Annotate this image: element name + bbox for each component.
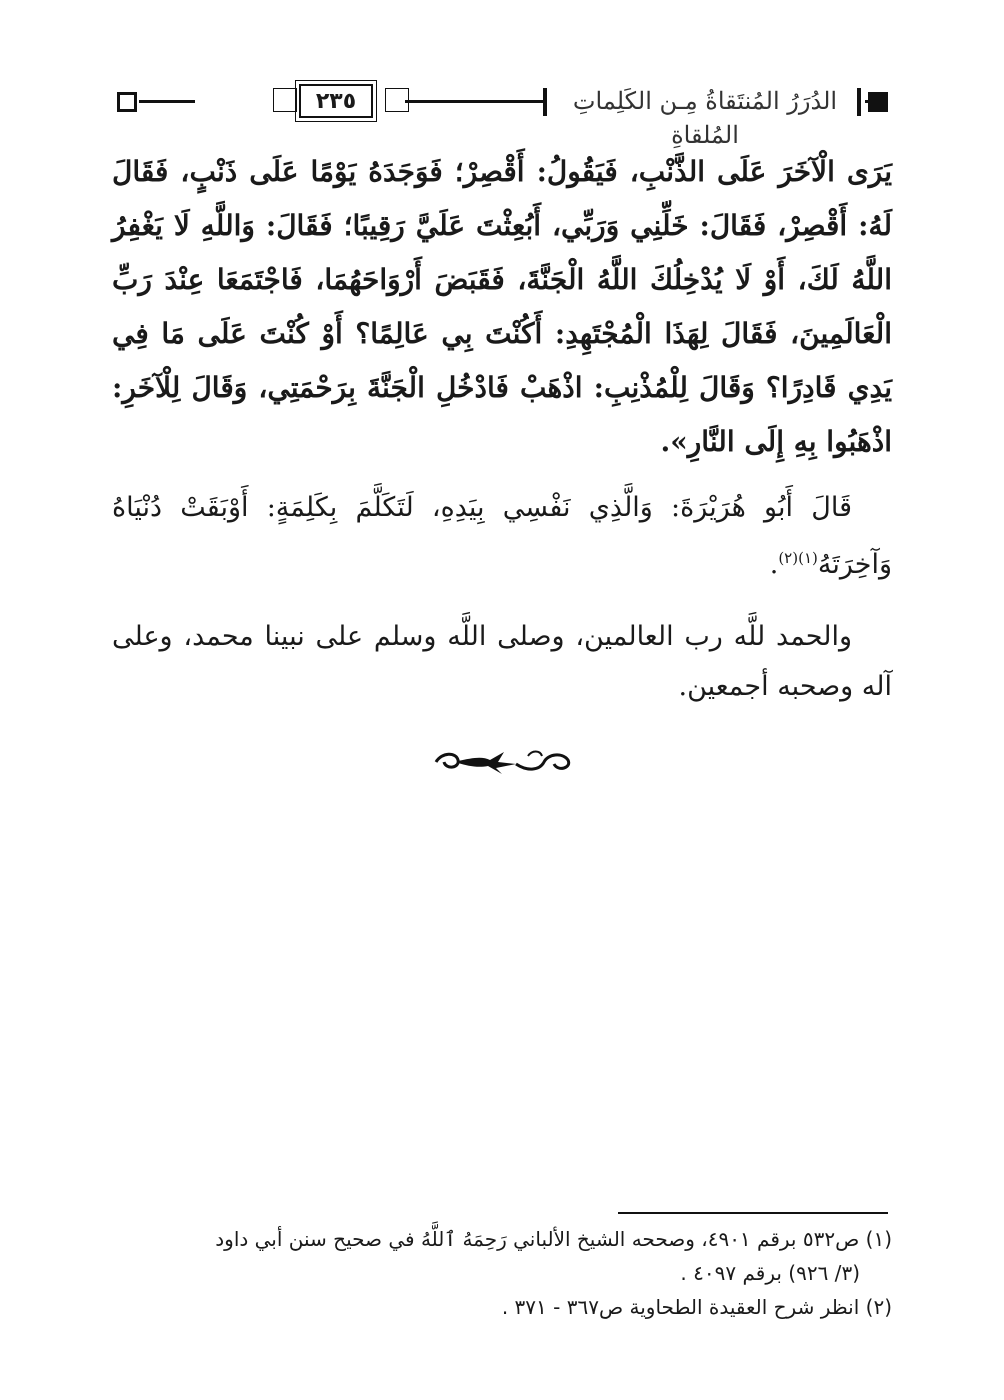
footnote-references: (١)(٢) [778, 549, 818, 567]
footnote-separator [618, 1212, 888, 1214]
header-ornament-square [868, 92, 888, 112]
abu-hurayra-text: قَالَ أَبُو هُرَيْرَةَ: وَالَّذِي نَفْسِي بِيَدِهِ، لَتَكَلَّمَ بِكَلِمَةٍ: أَوْبَقَتْ دُنْيَاهُ وَآخِرَتَهُ [112, 492, 892, 580]
closing-paragraph: والحمد للَّه رب العالمين، وصلى اللَّه وسلم على نبينا محمد، وعلى آله وصحبه أجمعين. [112, 621, 892, 702]
flourish-divider-icon [432, 744, 574, 778]
hadith-paragraph: يَرَى الْآخَرَ عَلَى الذَّنْبِ، فَيَقُولُ: أَقْصِرْ؛ فَوَجَدَهُ يَوْمًا عَلَى ذَنْبٍ، فَقَالَ لَهُ: أَقْصِرْ، فَقَالَ: خَلِّنِي وَرَبِّي، أَبُعِثْتَ عَلَيَّ رَقِيبًا؛ فَقَالَ: وَاللَّهِ لَا يَغْفِرُ اللَّهُ لَكَ، أَوْ لَا يُدْخِلُكَ اللَّهُ الْجَنَّةَ، فَقَبَضَ أَرْوَاحَهُمَا، فَاجْتَمَعَا عِنْدَ رَبِّ الْعَالَمِينَ، فَقَالَ لِهَذَا الْمُجْتَهِدِ: أَكُنْتَ بِي عَالِمًا؟ أَوْ كُنْتَ عَلَى مَا فِي يَدِي قَادِرًا؟ وَقَالَ لِلْمُذْنِبِ: اذْهَبْ فَادْخُلِ الْجَنَّةَ بِرَحْمَتِي، وَقَالَ لِلْآخَرِ: اذْهَبُوا بِهِ إِلَى النَّارِ». [112, 155, 893, 458]
header-rule [405, 100, 545, 103]
abu-hurayra-paragraph [112, 483, 892, 590]
footnote-1-continuation: (٣/ ٩٢٦) برقم ٤٠٩٧ . [680, 1261, 860, 1285]
footnotes [112, 1222, 892, 1324]
footnote-1: (١) ص٥٣٢ برقم ٤٩٠١، وصححه الشيخ الألباني رَحِمَهُ ٱللَّهُ في صحيح سنن أبي داود [215, 1227, 892, 1251]
header-ornament-square [117, 92, 137, 112]
sentence-end: . [769, 549, 779, 580]
page-number-box [209, 82, 389, 118]
book-title: الدُرَرُ المُنتَقاةُ مِـن الكَلِماتِ المُلقاةِ [572, 87, 838, 149]
header-divider [543, 88, 547, 116]
page-number-ornament [273, 88, 297, 112]
header-rule [139, 100, 195, 103]
page-number: ٢٣٥ [299, 84, 373, 118]
footnote-2: (٢) انظر شرح العقيدة الطحاوية ص٣٦٧ - ٣٧١ . [501, 1295, 892, 1319]
header-divider [857, 88, 861, 116]
page-body [112, 145, 892, 712]
page-header [115, 82, 890, 149]
